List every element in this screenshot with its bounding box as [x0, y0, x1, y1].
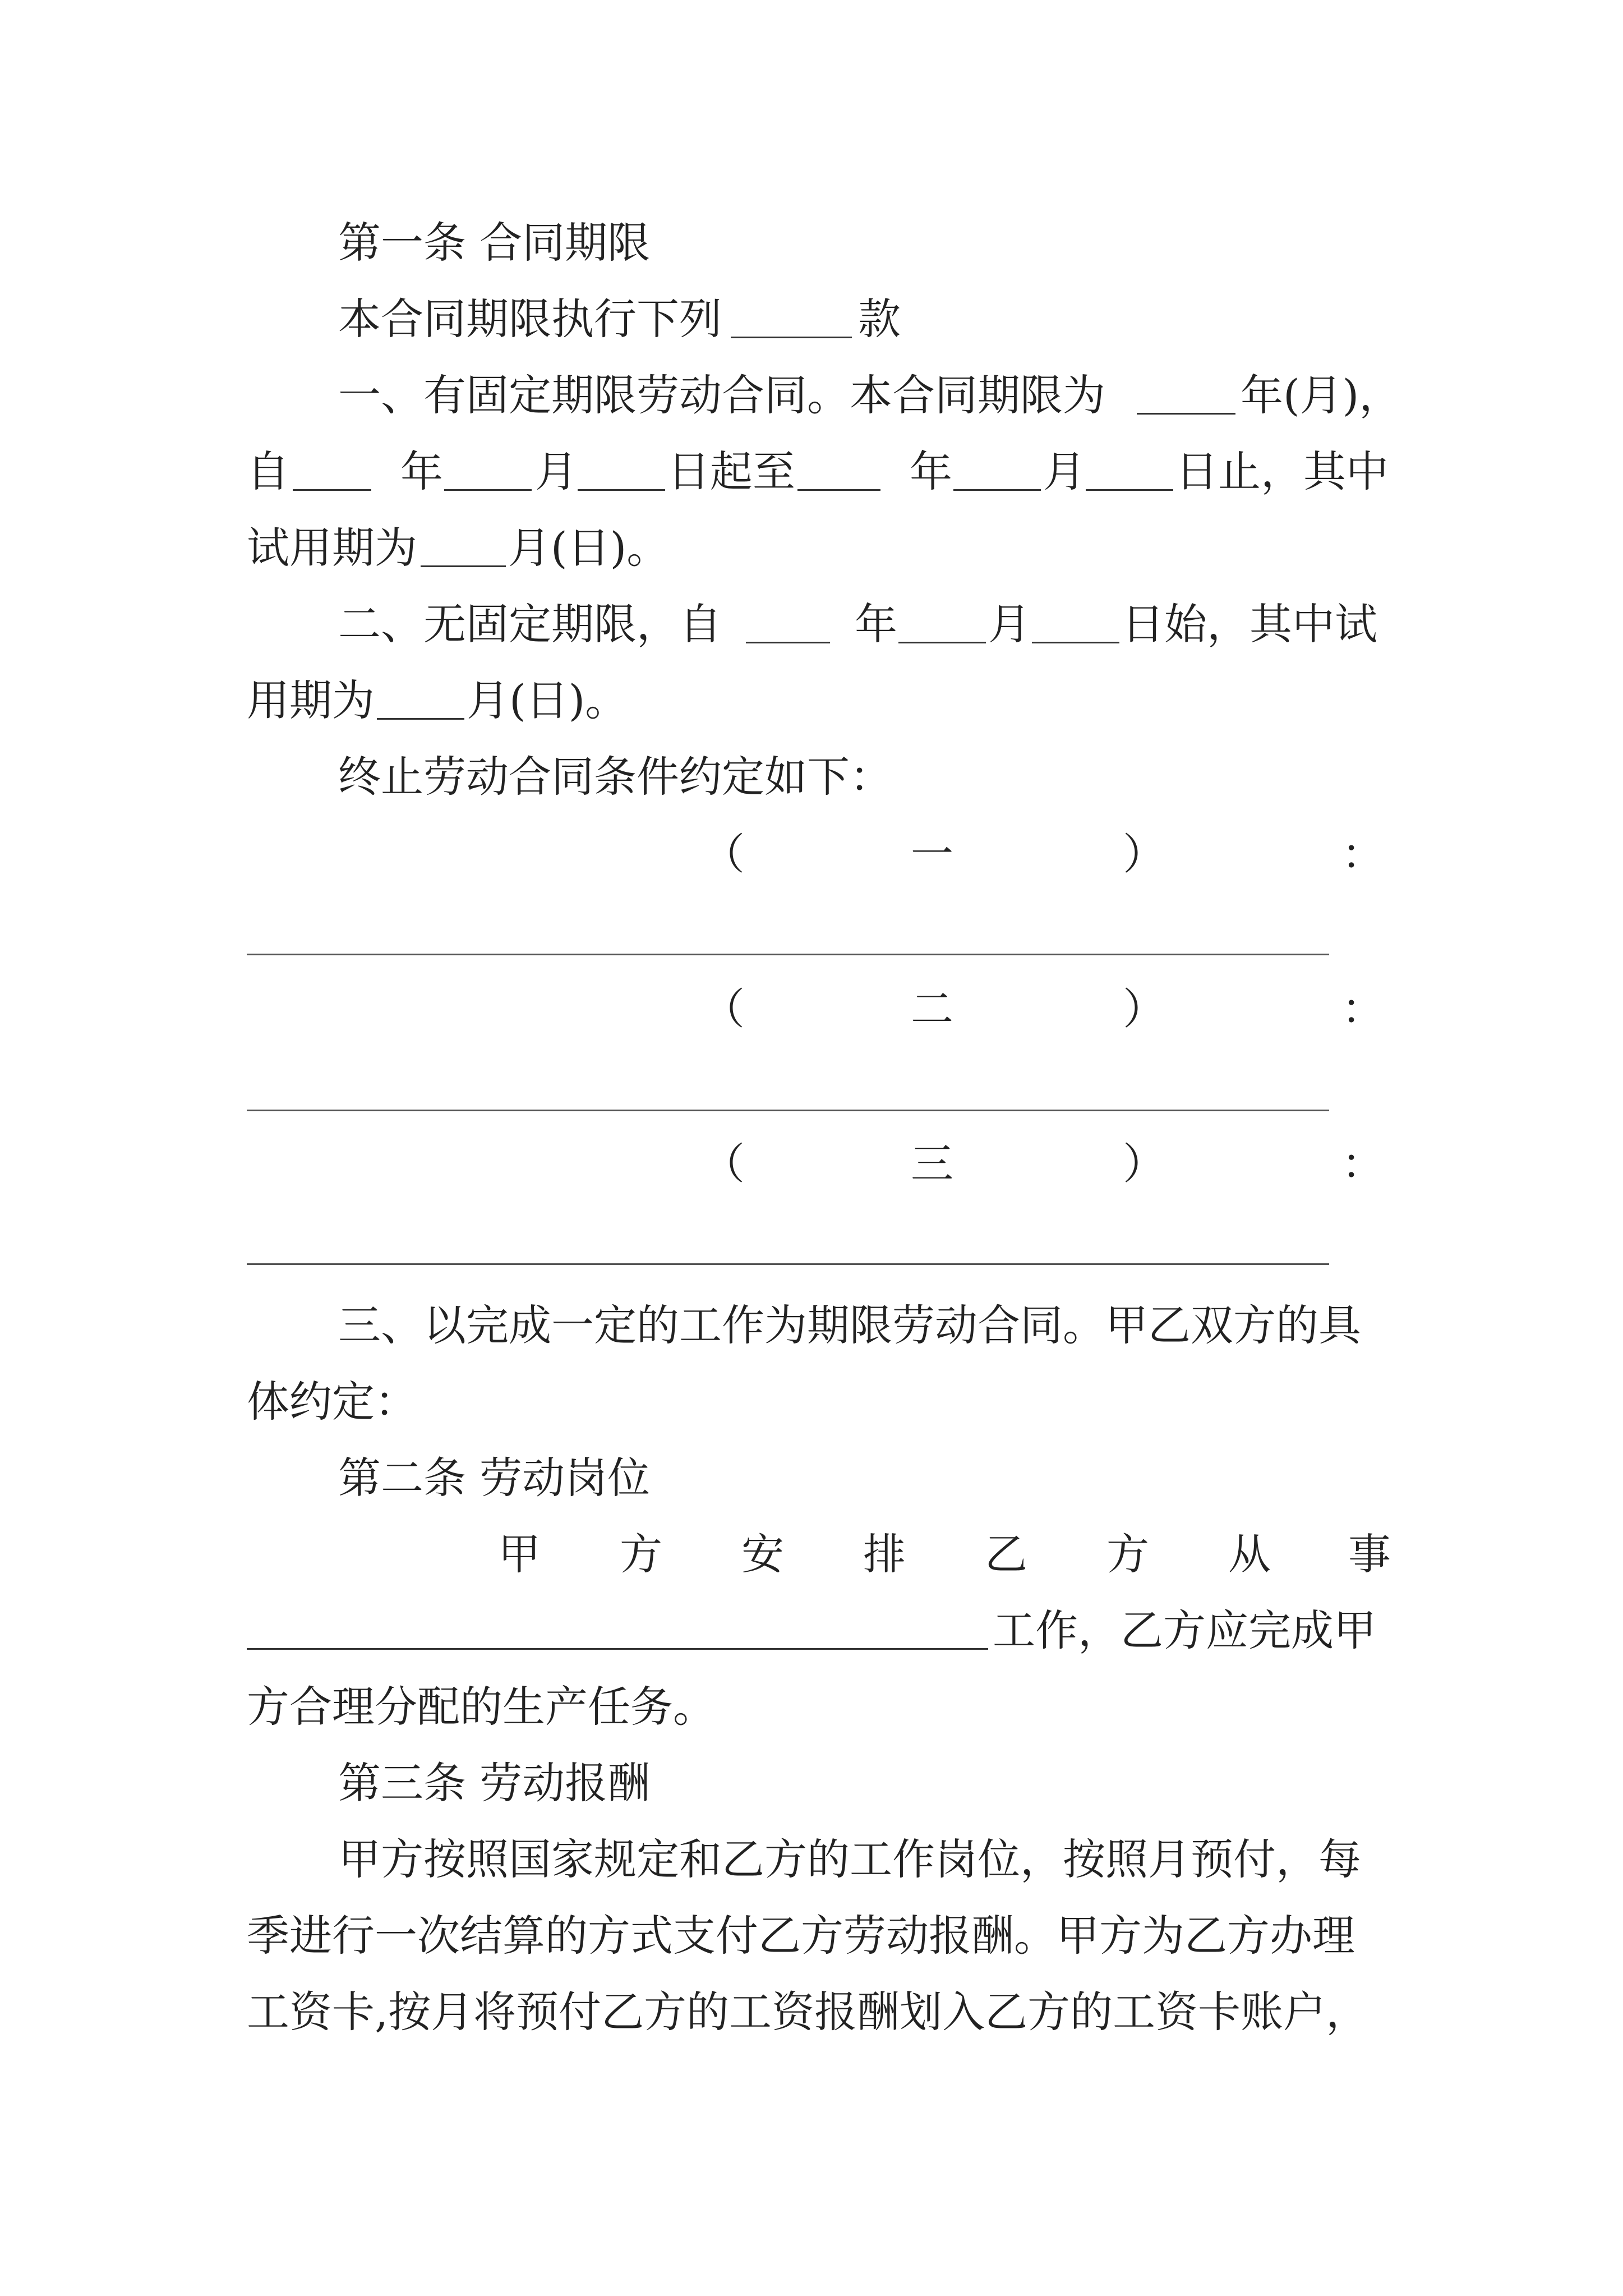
- paren-close: ）: [1123, 984, 1165, 1034]
- year-label: 年: [855, 599, 897, 649]
- month-label: 月: [988, 599, 1031, 649]
- open-term-text: 二、无固定期限，自: [338, 599, 722, 649]
- spread-char: 甲: [498, 1529, 541, 1579]
- condition-3-number: 三: [911, 1139, 953, 1189]
- end-year-blank[interactable]: [797, 489, 880, 491]
- clause-number-blank[interactable]: [731, 337, 852, 338]
- article3-line-3-text: 工资卡,按月将预付乙方的工资报酬划入乙方的工资卡账户，: [247, 1987, 1369, 2037]
- colon: ：: [1341, 984, 1384, 1034]
- colon: ：: [1341, 1139, 1384, 1189]
- condition-2-blank[interactable]: [247, 1110, 1329, 1111]
- end-label: 日止，其中: [1175, 447, 1389, 496]
- task-term-text-cont: 体约定：: [247, 1377, 417, 1427]
- spread-char: 排: [863, 1529, 906, 1579]
- article3-line-1: [0, 1829, 1623, 1890]
- article3-line-3: [0, 1981, 1623, 2043]
- open-start-month-blank[interactable]: [898, 642, 986, 643]
- condition-1-blank[interactable]: [247, 954, 1329, 955]
- condition-3-line: [0, 1133, 1623, 1195]
- start-year-blank[interactable]: [293, 489, 371, 491]
- article2-line-3-text: 方合理分配的生产任务。: [247, 1682, 716, 1732]
- end-day-blank[interactable]: [1086, 489, 1173, 491]
- article1-intro: 本合同期限执行下列: [338, 294, 722, 344]
- article3-heading: 第三条 劳动报酬: [338, 1758, 651, 1808]
- condition-1-number: 一: [911, 829, 953, 879]
- task-term-line-1: [0, 1295, 1623, 1356]
- termination-intro: 终止劳动合同条件约定如下：: [338, 752, 892, 802]
- paren-open: （: [702, 1139, 745, 1189]
- year-label: 年: [400, 447, 443, 496]
- start-day-blank[interactable]: [578, 489, 665, 491]
- end-month-blank[interactable]: [953, 489, 1041, 491]
- article3-heading-line: [0, 1752, 1623, 1814]
- start-month-blank[interactable]: [444, 489, 532, 491]
- open-term-line-1: [0, 593, 1623, 655]
- spread-char: 乙: [985, 1529, 1027, 1579]
- job-position-blank[interactable]: [247, 1648, 988, 1650]
- spread-char: 事: [1348, 1529, 1391, 1579]
- article2-line-3: [0, 1676, 1623, 1738]
- fixed-term-text: 一、有固定期限劳动合同。本合同期限为: [338, 370, 1105, 420]
- article3-line-1-text: 甲方按照国家规定和乙方的工作岗位，按照月预付，每: [338, 1834, 1361, 1884]
- from-label: 自: [247, 447, 289, 496]
- fixed-term-line-1: [0, 365, 1623, 426]
- condition-1-line: [0, 823, 1623, 885]
- article1-intro-line: [0, 288, 1623, 350]
- article3-line-2: [0, 1905, 1623, 1967]
- fixed-term-line-3: [0, 517, 1623, 579]
- open-term-line-2: [0, 670, 1623, 731]
- termination-intro-line: [0, 746, 1623, 808]
- open-start-year-blank[interactable]: [746, 642, 830, 643]
- open-start-day-blank[interactable]: [1032, 642, 1119, 643]
- fixed-term-line-2: [0, 441, 1623, 503]
- condition-2-line: [0, 978, 1623, 1040]
- year-label: 年: [910, 447, 952, 496]
- fixed-term-unit: 年(月)，: [1241, 370, 1402, 420]
- spread-char: 方: [1106, 1529, 1149, 1579]
- start-to-label: 日起至: [667, 447, 795, 496]
- article1-heading: 第一条 合同期限: [338, 218, 651, 268]
- task-term-line-2: [0, 1371, 1623, 1433]
- article1-heading-line: [0, 212, 1623, 274]
- condition-2-number: 二: [911, 984, 953, 1034]
- article2-heading-line: [0, 1447, 1623, 1509]
- month-label: 月: [1043, 447, 1086, 496]
- colon: ：: [1341, 829, 1384, 879]
- month-label: 月: [535, 447, 578, 496]
- spread-char: 安: [741, 1529, 784, 1579]
- probation-length-blank[interactable]: [421, 565, 506, 567]
- open-probation-blank[interactable]: [377, 718, 464, 720]
- spread-char: 从: [1228, 1529, 1271, 1579]
- open-start-label: 日始，其中试: [1122, 599, 1377, 649]
- task-term-text: 三、以完成一定的工作为期限劳动合同。甲乙双方的具: [338, 1300, 1361, 1350]
- paren-open: （: [702, 984, 745, 1034]
- paren-close: ）: [1123, 1139, 1165, 1189]
- open-probation-unit: 月(日)。: [467, 675, 628, 725]
- probation-unit: 月(日)。: [508, 523, 670, 573]
- spread-char: 方: [620, 1529, 662, 1579]
- paren-close: ）: [1123, 829, 1165, 879]
- article2-heading: 第二条 劳动岗位: [338, 1453, 651, 1503]
- term-length-blank[interactable]: [1137, 413, 1235, 415]
- paren-open: （: [702, 829, 745, 879]
- article3-line-2-text: 季进行一次结算的方式支付乙方劳动报酬。甲方为乙方办理: [247, 1911, 1355, 1961]
- open-probation-label: 用期为: [247, 675, 375, 725]
- article2-line-2-tail: 工作，乙方应完成甲: [993, 1605, 1376, 1655]
- article1-intro-tail: 款: [858, 294, 901, 344]
- condition-3-blank[interactable]: [247, 1263, 1329, 1265]
- article2-line-1: [0, 1524, 1623, 1585]
- probation-label: 试用期为: [247, 523, 417, 573]
- article2-line-2: [0, 1600, 1623, 1662]
